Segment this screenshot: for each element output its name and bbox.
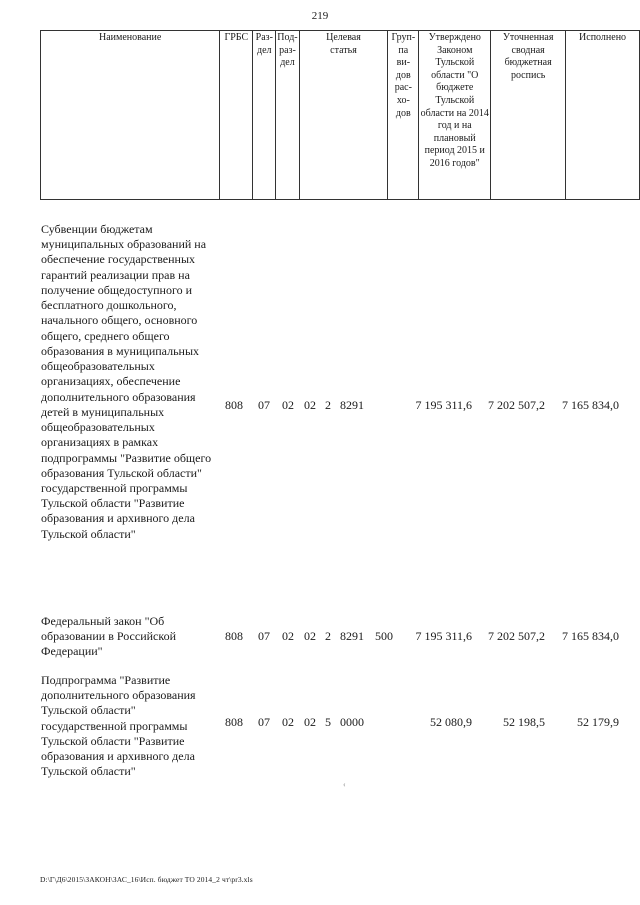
row-name: Федеральный закон "Об образовании в Российской Федерации" bbox=[41, 614, 177, 659]
header-podrazdel: Под- раз- дел bbox=[276, 31, 299, 200]
table-header bbox=[40, 30, 640, 200]
header-target-article: Целевая статья bbox=[299, 31, 388, 200]
row-name: Субвенции бюджетам муниципальных образований на обеспечение государственных гарантий реализации прав на получение общедоступного и бесплатного дошкольного, начального общего, основного общего, среднего общего образования в муниципальных общеобразовательных организациях, обеспечение дополнительного образования детей в муниципальных общеобразовательных организациях в рамках подпрограммы "Развитие общего образования Тульской области" государственной программы Тульской области "Развитие образования и архивного дела Тульской области" bbox=[41, 222, 212, 541]
row-podrazdel: 02 bbox=[282, 629, 294, 643]
row-grbs: 808 bbox=[225, 629, 243, 643]
row-podrazdel: 02 bbox=[282, 398, 294, 412]
row-target-article-part3: 0000 bbox=[340, 715, 364, 729]
row-executed: 7 165 834,0 bbox=[562, 398, 619, 412]
header-executed: Исполнено bbox=[566, 31, 640, 200]
header-name: Наименование bbox=[41, 31, 220, 200]
header-expense-group: Груп- па ви- дов рас- хо- дов bbox=[388, 31, 419, 200]
scan-mark: ‹ bbox=[343, 780, 346, 789]
row-podrazdel: 02 bbox=[282, 715, 294, 729]
row-approved: 7 195 311,6 bbox=[415, 629, 472, 643]
row-approved: 52 080,9 bbox=[430, 715, 472, 729]
header-razdel: Раз- дел bbox=[253, 31, 276, 200]
row-name: Подпрограмма "Развитие дополнительного образования Тульской области" государственной программы Тульской области "Развитие образования и архивного дела Тульской области" bbox=[41, 673, 196, 779]
row-target-article-part1: 02 bbox=[304, 629, 316, 643]
row-razdel: 07 bbox=[258, 629, 270, 643]
header-grbs: ГРБС bbox=[220, 31, 253, 200]
row-target-article-part3: 8291 bbox=[340, 398, 364, 412]
row-refined: 52 198,5 bbox=[503, 715, 545, 729]
row-executed: 52 179,9 bbox=[577, 715, 619, 729]
row-refined: 7 202 507,2 bbox=[488, 398, 545, 412]
row-grbs: 808 bbox=[225, 715, 243, 729]
row-razdel: 07 bbox=[258, 398, 270, 412]
row-target-article-part1: 02 bbox=[304, 398, 316, 412]
row-target-article-part3: 8291 bbox=[340, 629, 364, 643]
row-expense-group: 500 bbox=[375, 629, 393, 643]
header-approved: Утверждено Законом Тульской области "О бюджете Тульской области на 2014 год и на плановый период 2015 и 2016 годов" bbox=[419, 31, 491, 200]
page-number: 219 bbox=[311, 10, 329, 22]
footer-file-path: D:\Г\Д6\2015\ЗАКОН\ЗАС_16\Исп. бюджет ТО 2014_2 чт\pr3.xls bbox=[40, 875, 253, 884]
row-target-article-part2: 2 bbox=[325, 398, 331, 412]
row-grbs: 808 bbox=[225, 398, 243, 412]
row-executed: 7 165 834,0 bbox=[562, 629, 619, 643]
row-razdel: 07 bbox=[258, 715, 270, 729]
header-refined: Уточненная сводная бюджетная роспись bbox=[491, 31, 566, 200]
row-refined: 7 202 507,2 bbox=[488, 629, 545, 643]
row-approved: 7 195 311,6 bbox=[415, 398, 472, 412]
row-target-article-part2: 2 bbox=[325, 629, 331, 643]
row-target-article-part1: 02 bbox=[304, 715, 316, 729]
row-target-article-part2: 5 bbox=[325, 715, 331, 729]
